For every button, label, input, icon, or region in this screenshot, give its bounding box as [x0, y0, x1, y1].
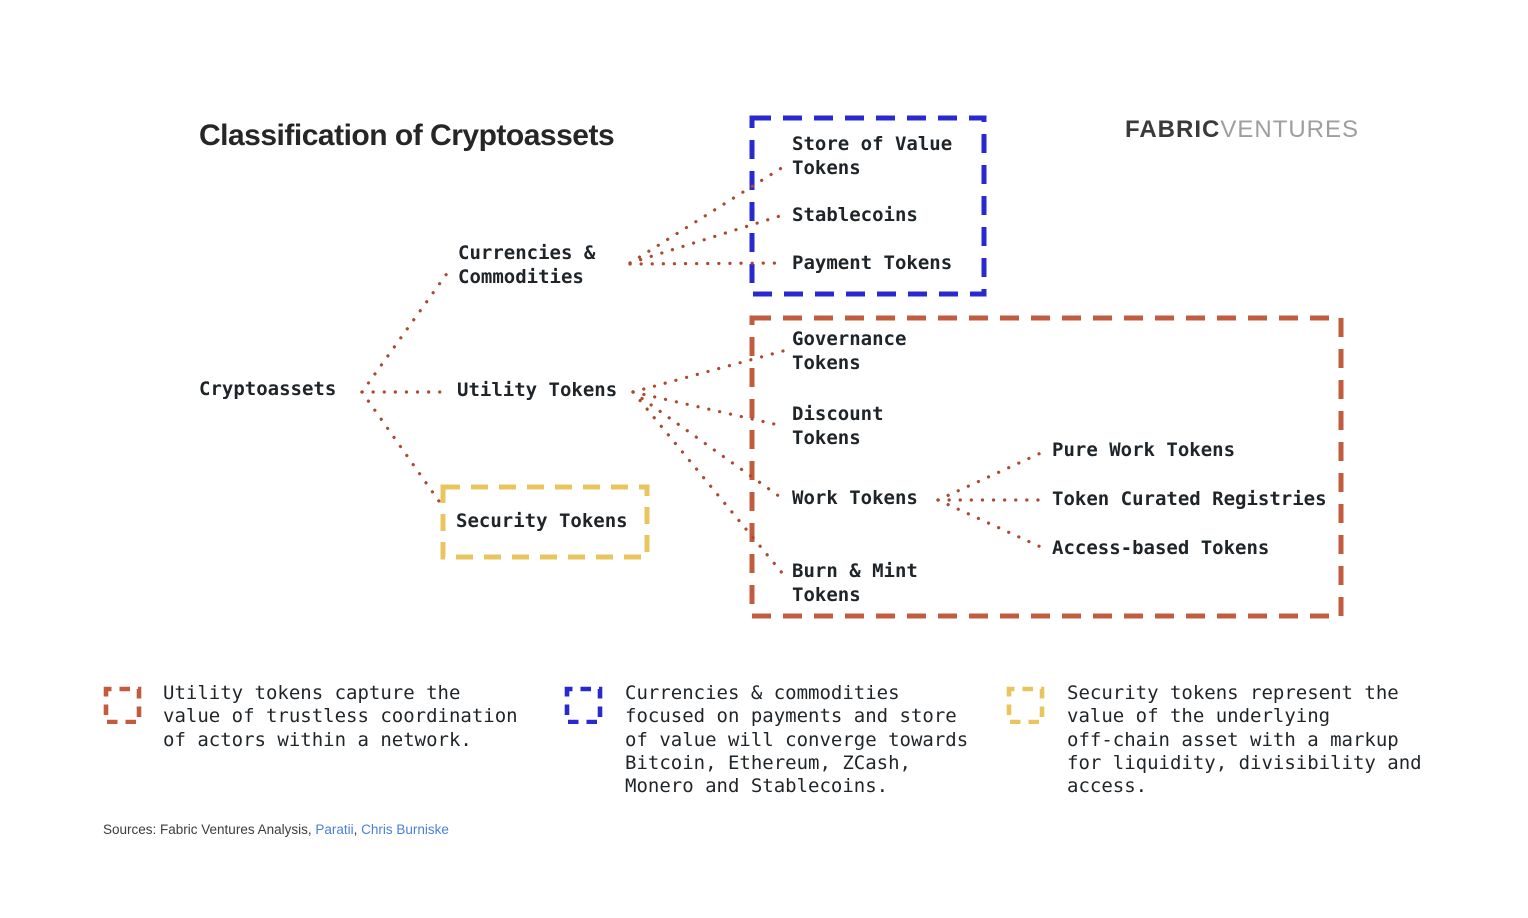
node-token-curated-registries: Token Curated Registries — [1052, 488, 1327, 510]
node-currencies-commodities: Currencies & Commodities — [458, 242, 596, 288]
root-connectors — [362, 272, 448, 504]
work-token-connectors — [938, 452, 1043, 548]
node-payment-tokens: Payment Tokens — [792, 252, 953, 274]
logo-secondary: VENTURES — [1220, 116, 1360, 143]
node-store-of-value-tokens: Store of Value Tokens — [792, 133, 953, 179]
node-utility-tokens: Utility Tokens — [457, 379, 618, 401]
legend-text-currencies: Currencies & commodities focused on payments and store of value will converge towards Bitcoin, Ethereum, ZCash, Monero and Stablecoins. — [625, 682, 969, 798]
sources-line — [103, 822, 449, 837]
security-legend-box-icon — [1004, 682, 1046, 724]
currencies-legend-box-icon — [562, 682, 604, 724]
legend-text-utility: Utility tokens capture the value of trustless coordination of actors within a network. — [163, 682, 518, 751]
currencies-connectors — [630, 167, 783, 264]
chris-burniske-link[interactable]: Chris Burniske — [361, 822, 449, 837]
legend-text-security: Security tokens represent the value of the underlying off-chain asset with a markup for liquidity, divisibility and access. — [1067, 682, 1422, 798]
node-access-based-tokens: Access-based Tokens — [1052, 537, 1270, 559]
fabric-ventures-logo — [1125, 116, 1359, 144]
logo-primary: FABRIC — [1125, 116, 1221, 143]
legend-item-utility — [101, 682, 518, 752]
node-pure-work-tokens: Pure Work Tokens — [1052, 439, 1236, 461]
node-security-tokens: Security Tokens — [456, 510, 628, 532]
node-discount-tokens: Discount Tokens — [792, 403, 884, 449]
sources-prefix: Sources: Fabric Ventures Analysis, — [103, 822, 316, 837]
node-work-tokens: Work Tokens — [792, 487, 918, 509]
node-burn-mint-tokens: Burn & Mint Tokens — [792, 560, 918, 606]
node-cryptoassets: Cryptoassets — [199, 378, 337, 400]
utility-legend-box-icon — [101, 682, 143, 724]
legend-item-currencies — [562, 682, 968, 798]
legend-item-security — [1004, 682, 1422, 798]
utility-connectors — [633, 351, 783, 574]
page-title: Classification of Cryptoassets — [199, 119, 615, 152]
node-stablecoins: Stablecoins — [792, 204, 918, 226]
sources-separator: , — [353, 822, 362, 837]
node-governance-tokens: Governance Tokens — [792, 328, 907, 374]
paratii-link[interactable]: Paratii — [315, 822, 354, 837]
